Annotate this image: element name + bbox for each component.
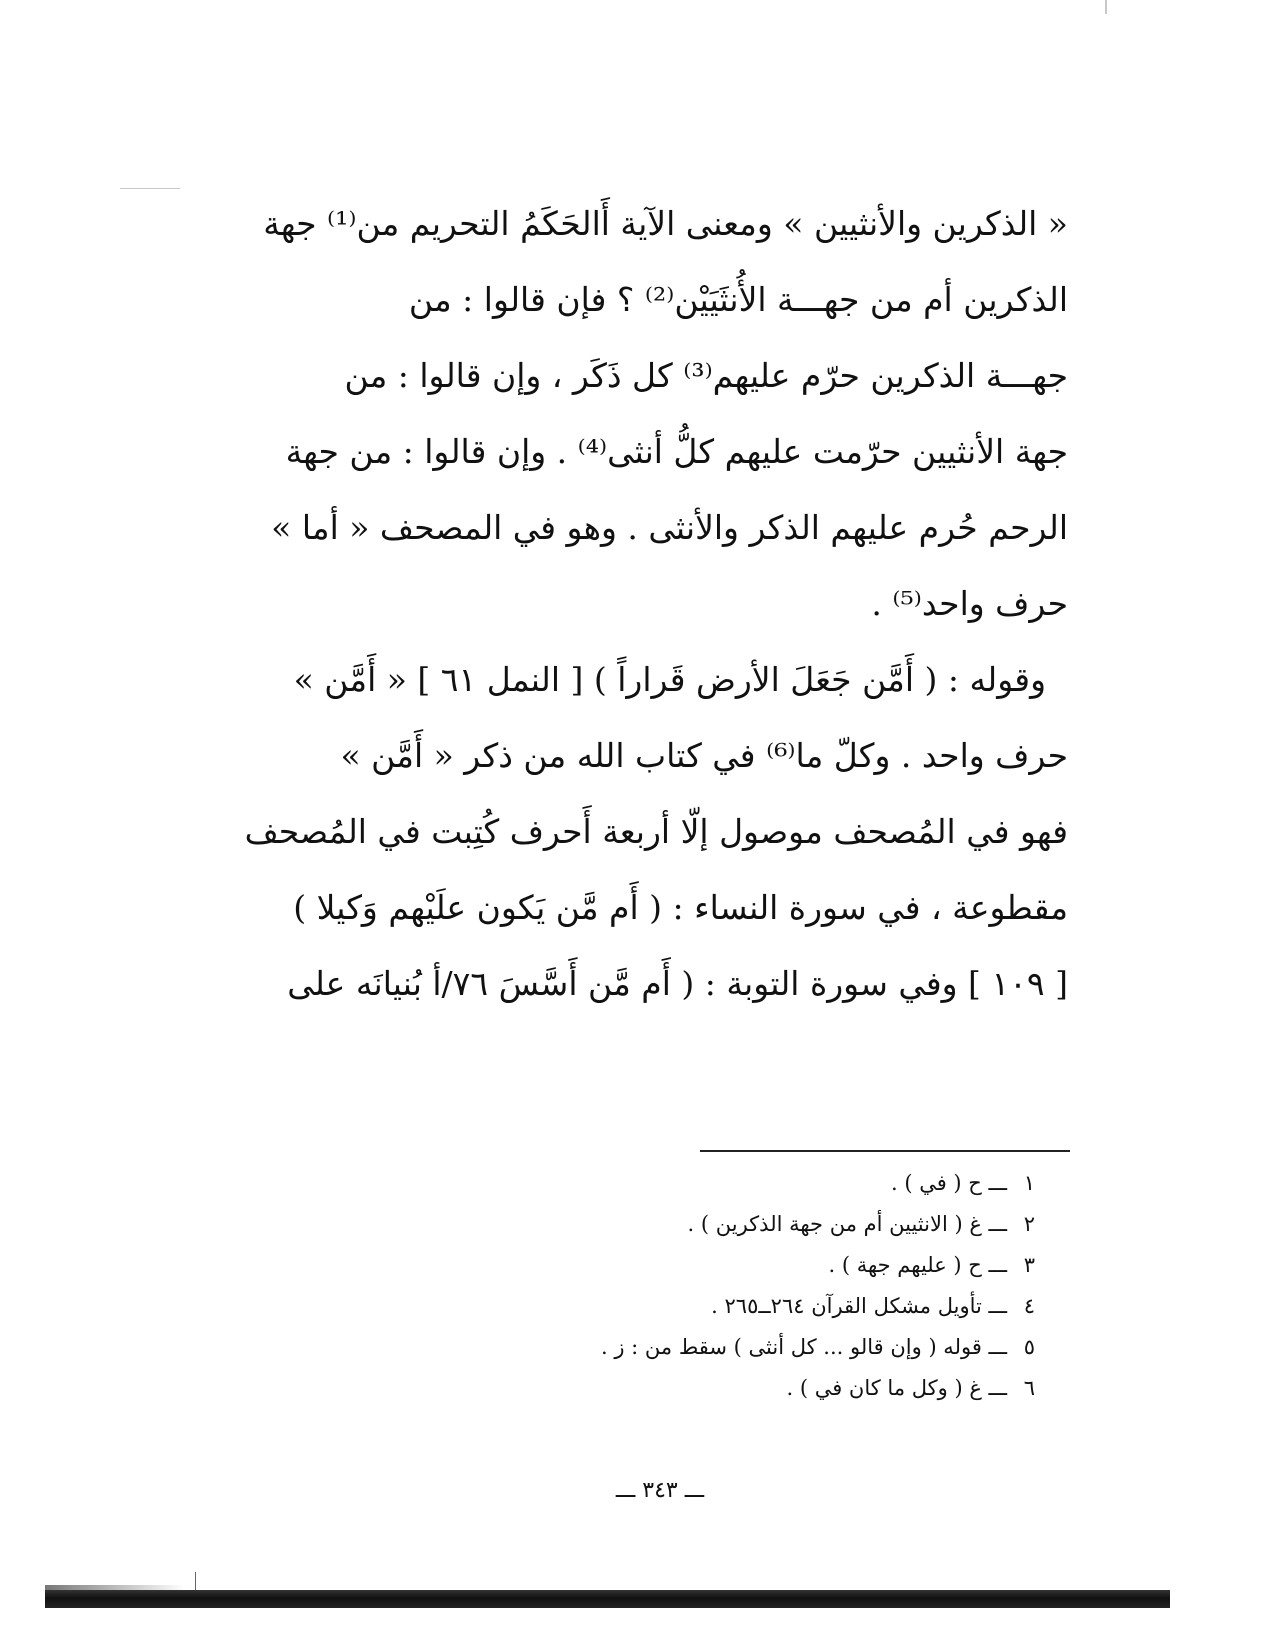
footnote-text: ـــ قوله ( وإن قالو ... كل أنثى ) سقط من : ز . [601,1335,1007,1359]
text-line: فهو في المُصحف موصول إلّا أربعة أَحرف كُتِبت في المُصحف [244,812,1068,851]
text-line: الذكرين أم من جهـــة الأُنثَيَيْن⁽²⁾ ؟ فإن قالوا : من [408,280,1068,319]
footnote-item [430,1286,1035,1327]
page-number: ـــ ٣٤٣ ـــ [615,1478,705,1503]
footnote-item [430,1204,1035,1245]
footnote-number: ٤ [1023,1294,1035,1318]
footnote-divider [700,1150,1070,1152]
footnote-text: ـــ غ ( وكل ما كان في ) . [786,1376,1007,1400]
footnote-item [430,1368,1035,1409]
text-line: مقطوعة ، في سورة النساء : ( أَم مَّن يَكون علَيْهم وَكيلا ) [293,888,1068,927]
footnote-text: ـــ ح ( في ) . [891,1171,1007,1195]
scan-speck [1105,0,1107,14]
footnote-text: ـــ غ ( الانثيين أم من جهة الذكرين ) . [687,1212,1007,1236]
footnote-text: ـــ تأويل مشكل القرآن ٢٦٤ــ٢٦٥ . [711,1294,1007,1318]
text-line: الرحم حُرم عليهم الذكر والأنثى . وهو في المصحف « أما » [271,508,1068,547]
footnote-item [430,1327,1035,1368]
text-line: [ ١٠٩ ] وفي سورة التوبة : ( أَم مَّن أَسَّسَ ٧٦/أ بُنيانَه على [287,964,1068,1003]
scan-bottom-edge [45,1590,1170,1608]
scan-speck [120,188,180,189]
footnote-number: ١ [1023,1171,1035,1195]
footnote-number: ٣ [1023,1253,1035,1277]
main-text [244,186,1068,1022]
text-line: حرف واحد . وكلّ ما⁽⁶⁾ في كتاب الله من ذكر « أَمَّن » [340,736,1068,775]
text-line: « الذكرين والأنثيين » ومعنى الآية أَالحَكَمُ التحريم من⁽¹⁾ جهة [263,204,1068,243]
footnote-number: ٦ [1023,1376,1035,1400]
text-line: وقوله : ( أَمَّن جَعَلَ الأرض قَراراً ) [ النمل ٦١ ] « أَمَّن » [293,660,1046,699]
footnotes [430,1163,1035,1409]
scan-mark [195,1572,196,1590]
text-line: جهـــة الذكرين حرّم عليهم⁽³⁾ كل ذَكَر ، وإن قالوا : من [344,356,1068,395]
footnote-number: ٥ [1023,1335,1035,1359]
text-line: جهة الأنثيين حرّمت عليهم كلُّ أنثى⁽⁴⁾ . وإن قالوا : من جهة [285,432,1068,471]
footnote-item [430,1163,1035,1204]
footnote-number: ٢ [1023,1212,1035,1236]
footnote-item [430,1245,1035,1286]
footnote-text: ـــ ح ( عليهم جهة ) . [828,1253,1007,1277]
text-line: حرف واحد⁽⁵⁾ . [871,584,1068,623]
